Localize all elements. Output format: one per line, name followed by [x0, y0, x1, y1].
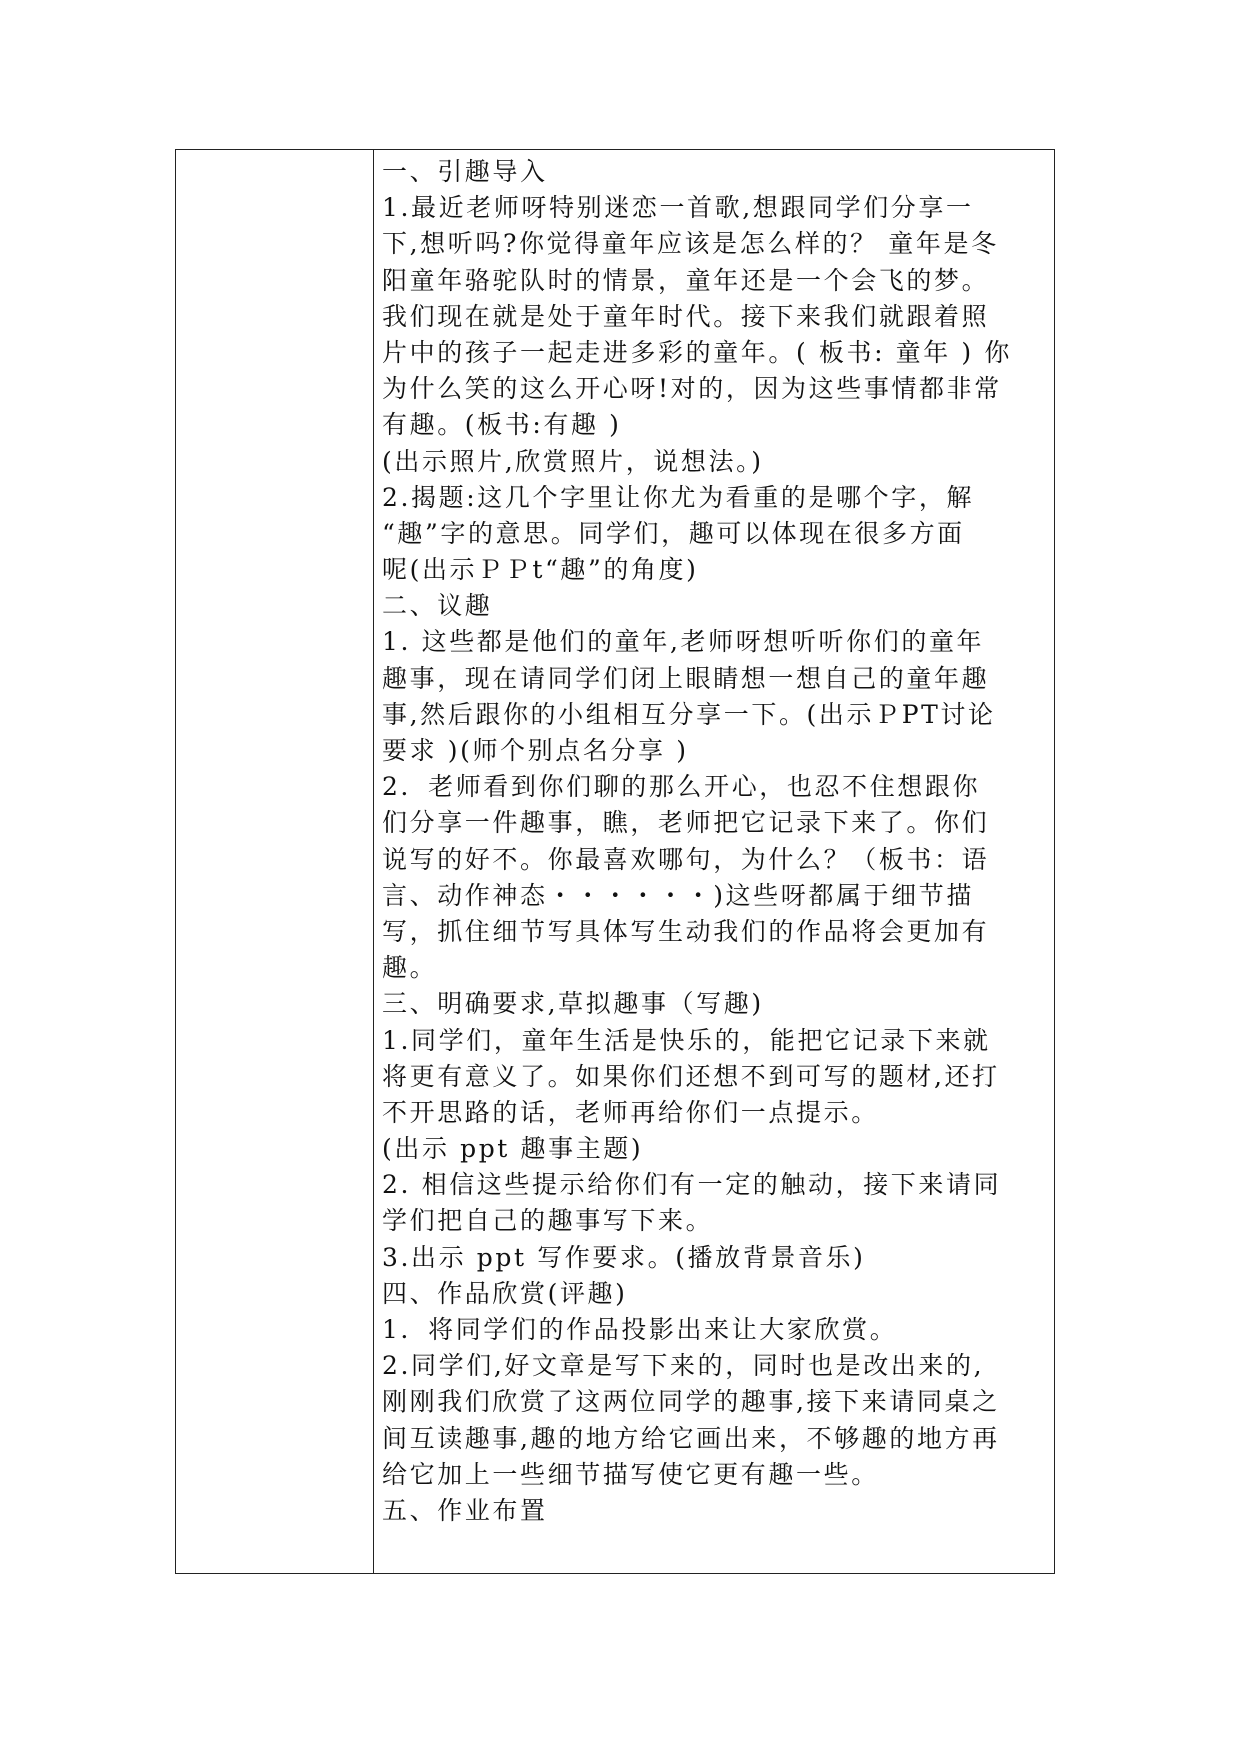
lesson-plan-table — [175, 149, 1055, 1574]
text-line: 2.同学们,好文章是写下来的，同时也是改出来的, — [382, 1351, 985, 1381]
text-line: 2．老师看到你们聊的那么开心，也忍不住想跟你 — [382, 772, 981, 802]
text-line: 有趣。(板书:有趣 ) — [382, 410, 622, 440]
text-line: 将更有意义了。如果你们还想不到可写的题材,还打 — [382, 1061, 1000, 1091]
text-line: 学们把自己的趣事写下来。 — [382, 1206, 714, 1236]
text-line: 说写的好不。你最喜欢哪句，为什么？（板书：语 — [382, 844, 990, 874]
text-line: “趣”字的意思。同学们，趣可以体现在很多方面 — [382, 518, 965, 548]
text-line: 1.同学们，童年生活是快乐的，能把它记录下来就 — [382, 1025, 991, 1055]
text-line: 1．将同学们的作品投影出来让大家欣赏。 — [382, 1315, 898, 1344]
text-line: 间互读趣事,趣的地方给它画出来，不够趣的地方再 — [382, 1423, 1000, 1453]
text-line: 片中的孩子一起走进多彩的童年。( 板书: 童年 ) 你 — [382, 337, 1012, 367]
text-line: 言、动作神态・・・・・・)这些呀都属于细节描 — [382, 880, 974, 910]
text-line: 呢(出示ＰＰt“趣”的角度) — [382, 555, 699, 585]
text-line: 们分享一件趣事，瞧，老师把它记录下来了。你们 — [382, 808, 990, 838]
text-line: (出示照片,欣赏照片，说想法。) — [382, 446, 764, 476]
text-line: 2. 相信这些提示给你们有一定的触动，接下来请同 — [382, 1170, 1002, 1200]
text-line: 事,然后跟你的小组相互分享一下。(出示ＰPT讨论 — [382, 699, 996, 729]
text-line: 2.揭题:这几个字里让你尤为看重的是哪个字，解 — [382, 482, 975, 512]
text-line: 3.出示 ppt 写作要求。(播放背景音乐) — [382, 1242, 866, 1272]
text-line: 趣事，现在请同学们闭上眼睛想一想自己的童年趣 — [382, 663, 990, 693]
text-line: (出示 ppt 趣事主题) — [382, 1134, 644, 1164]
text-line: 二、议趣 — [382, 591, 493, 621]
text-line: 给它加上一些细节描写使它更有趣一些。 — [382, 1459, 879, 1489]
text-line: 我们现在就是处于童年时代。接下来我们就跟着照 — [382, 301, 990, 331]
text-line: 五、作业布置 — [382, 1495, 548, 1525]
text-line: 一、引趣导入 — [382, 157, 548, 186]
text-line: 四、作品欣赏(评趣) — [382, 1278, 628, 1308]
text-line: 1.最近老师呀特别迷恋一首歌,想跟同学们分享一 — [382, 193, 974, 223]
text-line: 不开思路的话，老师再给你们一点提示。 — [382, 1097, 879, 1127]
text-line: 阳童年骆驼队时的情景，童年还是一个会飞的梦。 — [382, 265, 990, 295]
text-line: 为什么笑的这么开心呀!对的，因为这些事情都非常 — [382, 374, 1002, 404]
text-line: 下,想听吗?你觉得童年应该是怎么样的？ 童年是冬 — [382, 229, 999, 259]
text-line: 刚刚我们欣赏了这两位同学的趣事,接下来请同桌之 — [382, 1387, 1000, 1417]
teaching-process-cell — [374, 150, 1054, 1573]
text-line: 要求 )(师个别点名分享 ) — [382, 736, 689, 765]
label-cell-empty — [176, 150, 374, 1573]
text-line: 写，抓住细节写具体写生动我们的作品将会更加有 — [382, 916, 990, 946]
text-line: 1. 这些都是他们的童年,老师呀想听听你们的童年 — [382, 627, 985, 657]
text-line: 趣。 — [382, 953, 438, 983]
text-line: 三、明确要求,草拟趣事（写趣) — [382, 989, 764, 1019]
